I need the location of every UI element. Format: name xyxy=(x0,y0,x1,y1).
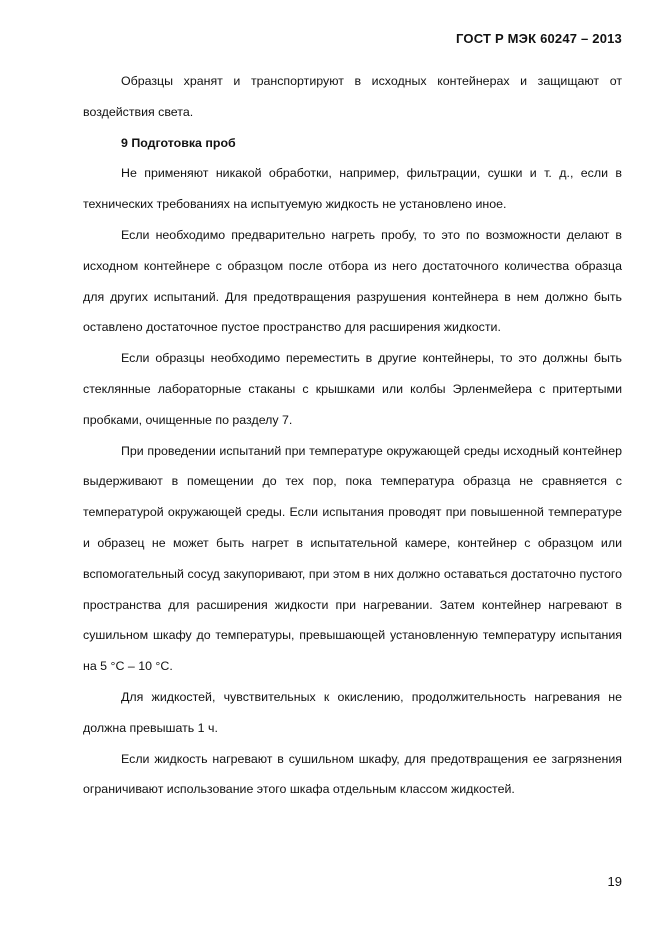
paragraph: При проведении испытаний при температуре окружающей среды исходный контейнер выдерживают в помещении до тех пор, пока температура образца не сравняется с температурой окружающей среды. Если испытания проводят при повышенной температуре и образец не может быть нагрет в испытательной камере, контейнер с образцом или вспомогательный сосуд закупоривают, при этом в них должно оставаться достаточно пустого пространства для расширения жидкости при нагревании. Затем контейнер нагревают в сушильном шкафу до температуры, превышающей установленную температуру испытания на 5 °С – 10 °С. xyxy=(83,443,622,674)
intro-paragraph: Образцы хранят и транспортируют в исходных контейнерах и защищают от воздействия света. xyxy=(83,74,622,119)
paragraph: Для жидкостей, чувствительных к окислению, продолжительность нагревания не должна превышать 1 ч. xyxy=(83,689,622,735)
paragraph: Если жидкость нагревают в сушильном шкафу, для предотвращения ее загрязнения ограничивают использование этого шкафа отдельным классом жидкостей. xyxy=(83,751,622,797)
page-number: 19 xyxy=(607,874,622,889)
page-content xyxy=(83,66,622,805)
paragraph: Не применяют никакой обработки, например, фильтрации, сушки и т. д., если в технических требованиях на испытуемую жидкость не установлено иное. xyxy=(83,166,622,212)
paragraph: Если образцы необходимо переместить в другие контейнеры, то это должны быть стеклянные лабораторные стаканы с крышками или колбы Эрленмейера с притертыми пробками, очищенные по разделу 7. xyxy=(83,351,622,427)
paragraph: Если необходимо предварительно нагреть пробу, то это по возможности делают в исходном контейнере с образцом после отбора из него достаточного количества образца для других испытаний. Для предотвращения разрушения контейнера в нем должно быть оставлено достаточное пустое пространство для расширения жидкости. xyxy=(83,227,622,335)
document-code-header: ГОСТ Р МЭК 60247 – 2013 xyxy=(456,31,622,46)
section-heading: 9 Подготовка проб xyxy=(121,135,236,150)
